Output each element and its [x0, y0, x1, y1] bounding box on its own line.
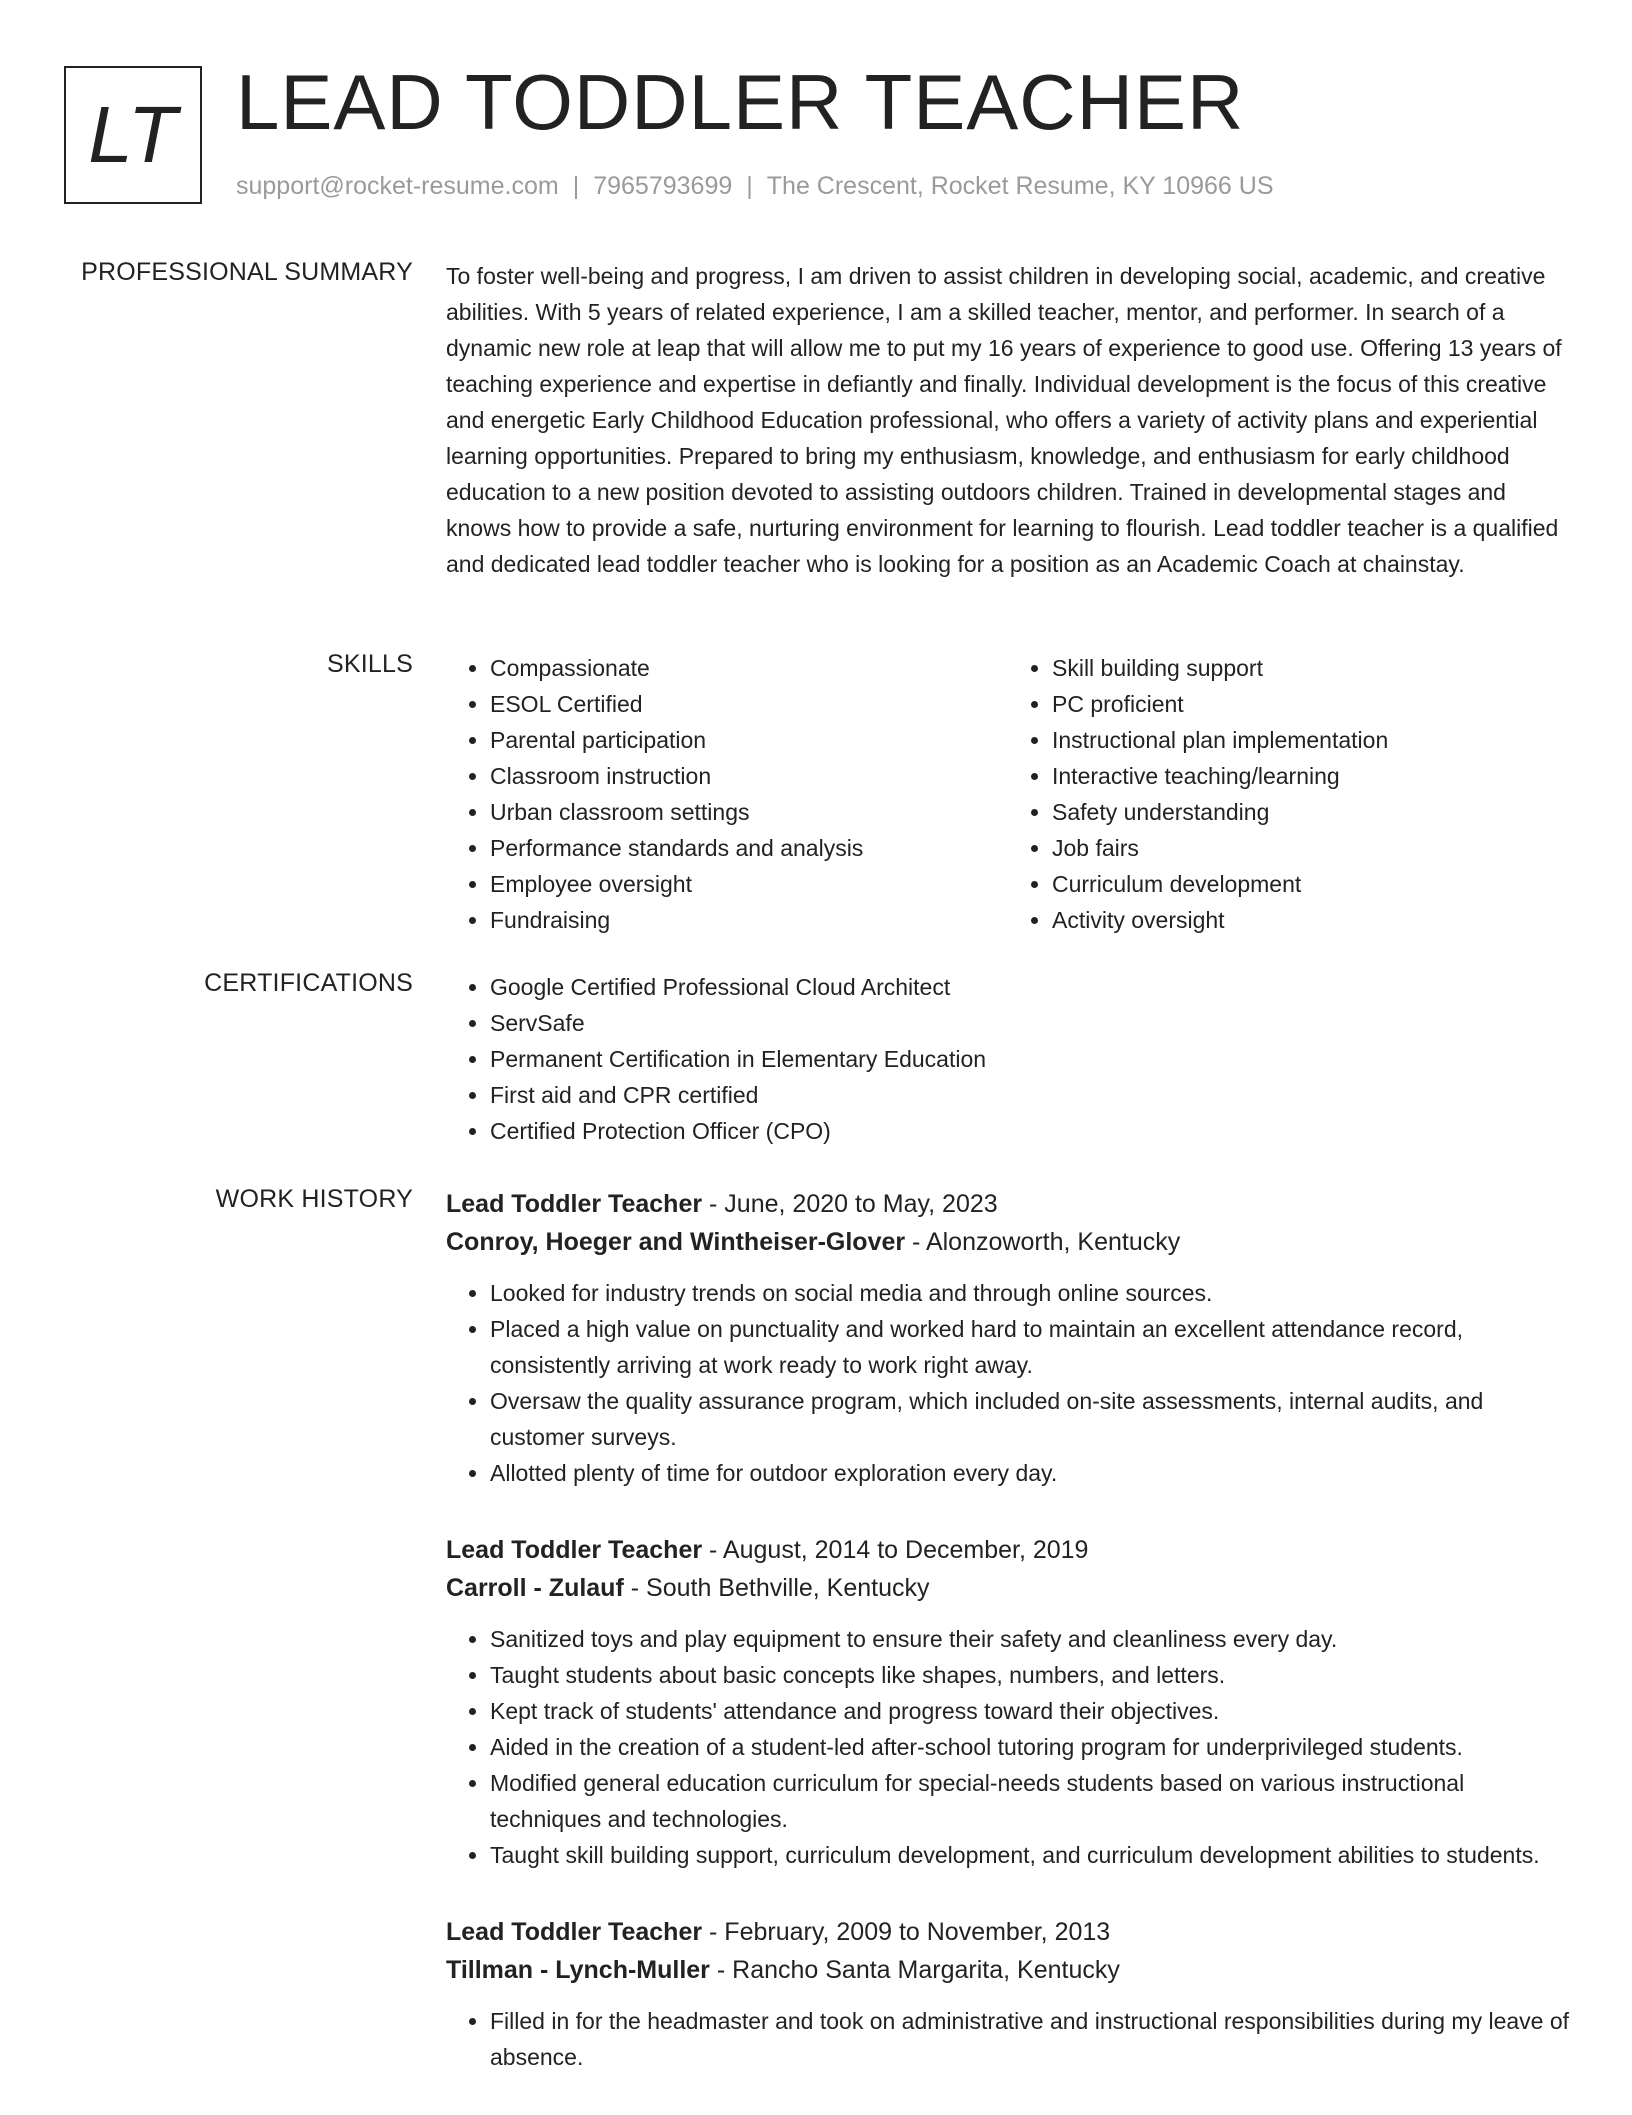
job-company: Conroy, Hoeger and Wintheiser-Glover	[446, 1228, 906, 1256]
list-item: • Kept track of students' attendance and progress toward their objectives.	[490, 1693, 1570, 1729]
list-item: • Skill building support	[1052, 650, 1570, 686]
contact-email[interactable]: support@rocket-resume.com	[236, 172, 559, 200]
job-entry	[446, 1185, 1570, 1491]
job-location: - Alonzoworth, Kentucky	[905, 1228, 1181, 1256]
list-item: • Curriculum development	[1052, 866, 1570, 902]
job-entry	[446, 1531, 1570, 1873]
list-item: • PC proficient	[1052, 686, 1570, 722]
summary-text: To foster well-being and progress, I am driven to assist children in developing social, academic, and creative abilities. With 5 years of related experience, I am a skilled teacher, mentor, and performer. In search of a dynamic new role at leap that will allow me to put my 16 years of experience to good use. Offering 13 years of teaching experience and expertise in defiantly and finally. Individual development is the focus of this creative and energetic Early Childhood Education professional, who offers a variety of activity plans and experiential learning opportunities. Prepared to bring my enthusiasm, knowledge, and enthusiasm for early childhood education to a new position devoted to assisting outdoors children. Trained in developmental stages and knows how to provide a safe, nurturing environment for learning to flourish. Lead toddler teacher is a qualified and dedicated lead toddler teacher who is looking for a position as an Academic Coach at chainstay.	[446, 263, 1562, 577]
job-dates: - August, 2014 to December, 2019	[702, 1536, 1089, 1564]
contact-line	[236, 172, 1274, 201]
list-item: • Classroom instruction	[490, 758, 1008, 794]
list-item: • ServSafe	[490, 1005, 1570, 1041]
job-company-line	[446, 1569, 1570, 1607]
list-item: • Oversaw the quality assurance program, which included on-site assessments, internal audits, and customer surveys.	[490, 1383, 1570, 1455]
summary-heading: PROFESSIONAL SUMMARY	[81, 258, 413, 286]
job-company: Tillman - Lynch-Muller	[446, 1956, 710, 1984]
job-company: Carroll - Zulauf	[446, 1574, 624, 1602]
list-item: • First aid and CPR certified	[490, 1077, 1570, 1113]
list-item: • Placed a high value on punctuality and worked hard to maintain an excellent attendance record, consistently arriving at work ready to work right away.	[490, 1311, 1570, 1383]
list-item: • Taught students about basic concepts like shapes, numbers, and letters.	[490, 1657, 1570, 1693]
monogram-initials: LT	[88, 90, 178, 179]
monogram-logo	[64, 66, 202, 204]
job-company-line	[446, 1223, 1570, 1261]
list-item: • Certified Protection Officer (CPO)	[490, 1113, 1570, 1149]
list-item: • Looked for industry trends on social media and through online sources.	[490, 1275, 1570, 1311]
list-item: • Allotted plenty of time for outdoor exploration every day.	[490, 1455, 1570, 1491]
list-item: • Permanent Certification in Elementary Education	[490, 1041, 1570, 1077]
job-title-line	[446, 1185, 1570, 1223]
job-dates: - June, 2020 to May, 2023	[702, 1190, 998, 1218]
job-title-line	[446, 1913, 1570, 1951]
skills-list-left	[446, 650, 1008, 938]
job-title: Lead Toddler Teacher	[446, 1190, 703, 1218]
list-item: • Fundraising	[490, 902, 1008, 938]
job-entry	[446, 1913, 1570, 2075]
list-item: • Employee oversight	[490, 866, 1008, 902]
list-item: • Performance standards and analysis	[490, 830, 1008, 866]
skills-list-right	[1008, 650, 1570, 938]
contact-phone[interactable]: 7965793699	[593, 172, 733, 200]
job-bullets	[446, 1621, 1570, 1873]
job-company-line	[446, 1951, 1570, 1989]
certifications-heading: CERTIFICATIONS	[204, 969, 413, 997]
job-dates: - February, 2009 to November, 2013	[702, 1918, 1111, 1946]
job-bullets	[446, 2003, 1570, 2075]
list-item: • Instructional plan implementation	[1052, 722, 1570, 758]
list-item: • Taught skill building support, curriculum development, and curriculum development abilities to students.	[490, 1837, 1570, 1873]
list-item: • Modified general education curriculum for special-needs students based on various instructional techniques and technologies.	[490, 1765, 1570, 1837]
job-location: - Rancho Santa Margarita, Kentucky	[709, 1956, 1120, 1984]
list-item: • Sanitized toys and play equipment to ensure their safety and cleanliness every day.	[490, 1621, 1570, 1657]
list-item: • Aided in the creation of a student-led after-school tutoring program for underprivileged students.	[490, 1729, 1570, 1765]
job-location: - South Bethville, Kentucky	[623, 1574, 930, 1602]
resume-title: LEAD TODDLER TEACHER	[236, 58, 1245, 146]
contact-separator: |	[746, 172, 753, 200]
job-title: Lead Toddler Teacher	[446, 1918, 703, 1946]
job-bullets	[446, 1275, 1570, 1491]
list-item: • Parental participation	[490, 722, 1008, 758]
work-history-heading: WORK HISTORY	[215, 1185, 413, 1213]
list-item: • Urban classroom settings	[490, 794, 1008, 830]
list-item: • Filled in for the headmaster and took on administrative and instructional responsibilities during my leave of absence.	[490, 2003, 1570, 2075]
contact-address: The Crescent, Rocket Resume, KY 10966 US	[766, 172, 1274, 200]
job-title-line	[446, 1531, 1570, 1569]
contact-separator: |	[572, 172, 580, 200]
skills-heading: SKILLS	[327, 650, 413, 678]
list-item: • Activity oversight	[1052, 902, 1570, 938]
certifications-list	[446, 969, 1570, 1149]
work-history-list	[446, 1185, 1570, 2115]
list-item: • Compassionate	[490, 650, 1008, 686]
list-item: • ESOL Certified	[490, 686, 1008, 722]
job-title: Lead Toddler Teacher	[446, 1536, 703, 1564]
list-item: • Interactive teaching/learning	[1052, 758, 1570, 794]
list-item: • Google Certified Professional Cloud Architect	[490, 969, 1570, 1005]
list-item: • Job fairs	[1052, 830, 1570, 866]
list-item: • Safety understanding	[1052, 794, 1570, 830]
